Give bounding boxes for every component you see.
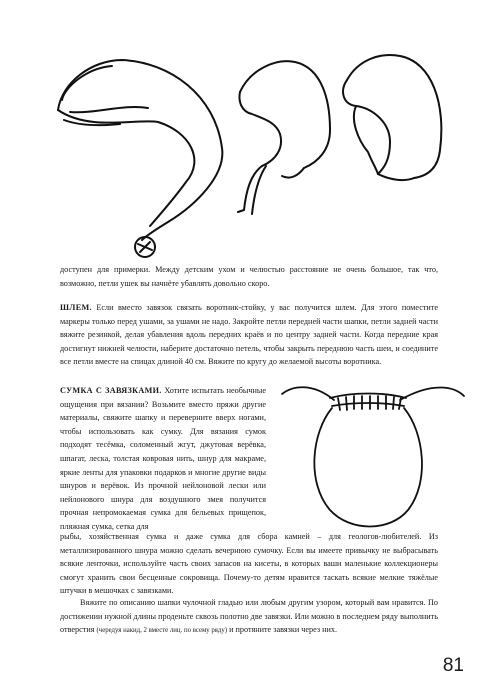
helmet-text: Если вместо завязок связать воротник-стойку, у вас получится шлем. Для этого поместите маркеры только перед ушами, за ушами не надо. Закройте петли передней части шапки, петли задней части вяжите резинкой, делая убавления вдоль передних краёв и по центру задней части. Когда передние края достигнут нижней челюсти, наберите достаточно петель, чтобы закрыть переднюю часть шеи, и соедините все петли вместе на спицах длиной 40 см. Вяжите по кругу до желаемой высоты воротника. bbox=[60, 303, 438, 367]
bag-text-narrow: Хотите испытать необычные ощущения при вязании? Возьмите вместо пряжи другие материалы, свяжите шапку и переверните вверх ногами, чтобы использовать как сумку. Для вязания сумок подходят тесёмка, соломенный жгут, джутовая верёвка, шпагат, леска, толстая ковровая нить, шнур для макраме, яркие ленты для упаковки подарков и многие другие виды шнуров и верёвок. Из прочной нейлоновой лески или нейлонового шнура для воздушного змея получится прочная непромокаемая сумка для бельевых прищепок, пляжная сумка, сетка для bbox=[60, 386, 267, 531]
helmet-heading: ШЛЕМ. bbox=[60, 303, 92, 312]
hood-drawing bbox=[238, 61, 330, 214]
instructions-paragraph bbox=[60, 596, 438, 638]
instructions-text-a: Вяжите по описанию шапки чулочной гладью или любым другим узором, который вам нравится. По достижении нужной длины проденьте сквозь полотно две завязки. Или можно в последнем ряду выполнить отверстия bbox=[60, 598, 438, 635]
hat-illustrations bbox=[0, 0, 494, 265]
helmet-drawing bbox=[343, 55, 441, 180]
fitting-paragraph: доступен для примерки. Между детским ухом и челюстью расстояние не очень большое, так что, возможно, петли ушек вы начнёте убавлять довольно скоро. bbox=[60, 265, 438, 288]
page-number: 81 bbox=[442, 655, 464, 676]
pompom-hat-drawing bbox=[58, 60, 222, 257]
instructions-text-b: и протяните завязки через них. bbox=[229, 625, 338, 635]
helmet-paragraph bbox=[60, 301, 438, 369]
bag-paragraph-bottom: рыбы, хозяйственная сумка и даже сумка для сбора камней – для геологов-любителей. Из металлизированного шнура можно сделать вечернюю сумочку. Если вы имеете привычку не выбрасывать всякие ленточки, используйте часть своих запасов на кисеты, в которых ваши маленькие коллекционеры смогут хранить свои бесценные сокровища. Почему-то детям нравится таскать всякие мелкие тяжёлые штучки в мешочках с завязками. bbox=[60, 532, 438, 596]
instructions-note: (чередуя накид, 2 вместе лиц. по всему ряду) bbox=[96, 627, 228, 635]
bag-drawing bbox=[272, 372, 472, 537]
bag-paragraph-top bbox=[60, 384, 266, 534]
bag-heading: СУМКА С ЗАВЯЗКАМИ. bbox=[60, 386, 162, 395]
